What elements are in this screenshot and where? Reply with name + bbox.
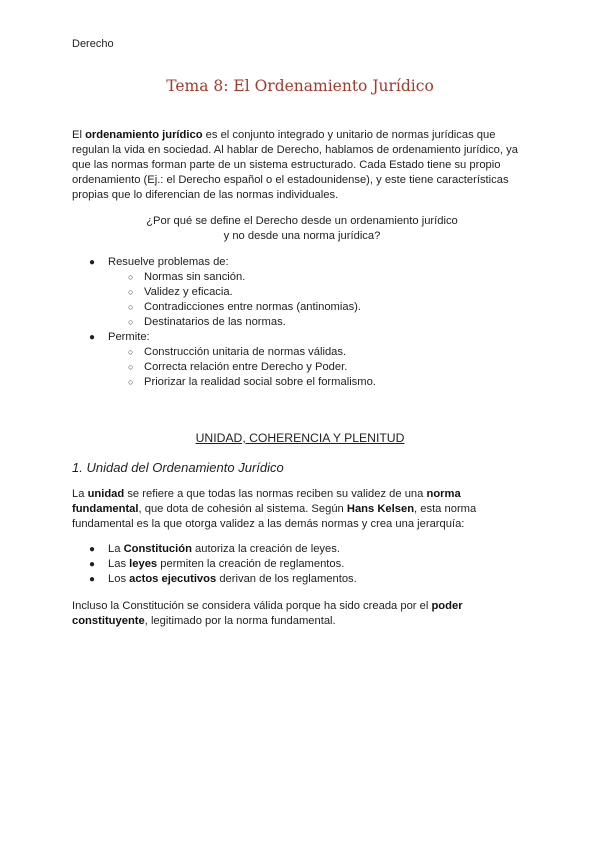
sub-list-item-text: Priorizar la realidad social sobre el formalismo. — [144, 376, 376, 388]
closing-text-a: Incluso la Constitución se considera válida porque ha sido creada por el — [72, 600, 432, 612]
list-item-post: autoriza la creación de leyes. — [191, 543, 340, 555]
bullet-icon: ● — [89, 559, 96, 570]
unity-text-g: , esta norma fundamental es la que otorga validez a las demás normas y crea una jerarquía: — [72, 503, 477, 530]
sub-list-item — [72, 285, 542, 300]
subsection-title: 1. Unidad del Ordenamiento Jurídico — [72, 460, 284, 475]
bullet-icon: ● — [89, 574, 96, 585]
circle-bullet-icon: ○ — [128, 302, 134, 312]
bullet-icon: ● — [89, 332, 96, 343]
intro-text-a: El — [72, 129, 86, 141]
hierarchy-list — [72, 542, 542, 587]
closing-text-c: , legitimado por la norma fundamental. — [144, 615, 336, 627]
list-item — [72, 557, 542, 572]
sub-list-item-text: Contradicciones entre normas (antinomias). — [144, 301, 362, 313]
sub-list-item — [72, 345, 542, 360]
unity-text-c: se refiere a que todas las normas reciben su validez de una — [124, 488, 427, 500]
circle-bullet-icon: ○ — [128, 362, 134, 372]
list-item-term: actos ejecutivos — [129, 573, 217, 585]
unity-text-e: , que dota de cohesión al sistema. Según — [138, 503, 347, 515]
bullet-icon: ● — [89, 257, 96, 268]
question-text — [72, 214, 532, 244]
circle-bullet-icon: ○ — [128, 347, 134, 357]
norma-fundamental-term: norma fundamental — [72, 488, 461, 515]
sub-list-item-text: Normas sin sanción. — [144, 271, 246, 283]
page-header: Derecho — [72, 38, 114, 50]
list-item-pre: La — [108, 543, 124, 555]
intro-term: ordenamiento jurídico — [85, 129, 203, 141]
features-list — [72, 255, 542, 390]
sub-list-item — [72, 300, 542, 315]
list-item-post: derivan de los reglamentos. — [216, 573, 357, 585]
circle-bullet-icon: ○ — [128, 317, 134, 327]
circle-bullet-icon: ○ — [128, 272, 134, 282]
circle-bullet-icon: ○ — [128, 377, 134, 387]
list-item-label: Permite: — [108, 331, 150, 343]
section-title: UNIDAD, COHERENCIA Y PLENITUD — [195, 431, 405, 445]
list-item — [72, 542, 542, 557]
page-title: Tema 8: El Ordenamiento Jurídico — [166, 77, 434, 95]
list-item — [72, 330, 542, 345]
sub-list-item — [72, 360, 542, 375]
list-item-term: leyes — [129, 558, 158, 570]
list-item-post: permiten la creación de reglamentos. — [157, 558, 345, 570]
unity-term: unidad — [87, 488, 125, 500]
list-item-term: Constitución — [123, 543, 192, 555]
bullet-icon: ● — [89, 544, 96, 555]
kelsen-term: Hans Kelsen — [346, 503, 415, 515]
sub-list-item-text: Correcta relación entre Derecho y Poder. — [144, 361, 348, 373]
unity-paragraph — [72, 487, 532, 532]
intro-paragraph — [72, 128, 532, 203]
circle-bullet-icon: ○ — [128, 287, 134, 297]
sub-list-item-text: Construcción unitaria de normas válidas. — [144, 346, 347, 358]
question-line-2: y no desde una norma jurídica? — [223, 230, 381, 242]
question-line-1: ¿Por qué se define el Derecho desde un ordenamiento jurídico — [146, 215, 458, 227]
list-item-label: Resuelve problemas de: — [108, 256, 229, 268]
intro-text-c: es el conjunto integrado y unitario de normas jurídicas que regulan la vida en sociedad. Al hablar de Derecho, hablamos de ordenamiento jurídico, ya que las normas forman parte de un sistema estructurado. Cada Estado tiene su propio ordenamiento (Ej.: el Derecho español o el estadounidense), y este tiene características propias que lo diferencian de las normas individuales. — [72, 129, 518, 201]
sub-list-item-text: Validez y eficacia. — [144, 286, 233, 298]
sub-list-item — [72, 270, 542, 285]
poder-constituyente-term: poder constituyente — [72, 600, 463, 627]
sub-list-item — [72, 375, 542, 390]
list-item — [72, 255, 542, 270]
unity-text-a: La — [72, 488, 88, 500]
sub-list-item-text: Destinatarios de las normas. — [144, 316, 286, 328]
list-item-pre: Los — [108, 573, 130, 585]
list-item-pre: Las — [108, 558, 130, 570]
list-item — [72, 572, 542, 587]
closing-paragraph — [72, 599, 532, 629]
sub-list-item — [72, 315, 542, 330]
